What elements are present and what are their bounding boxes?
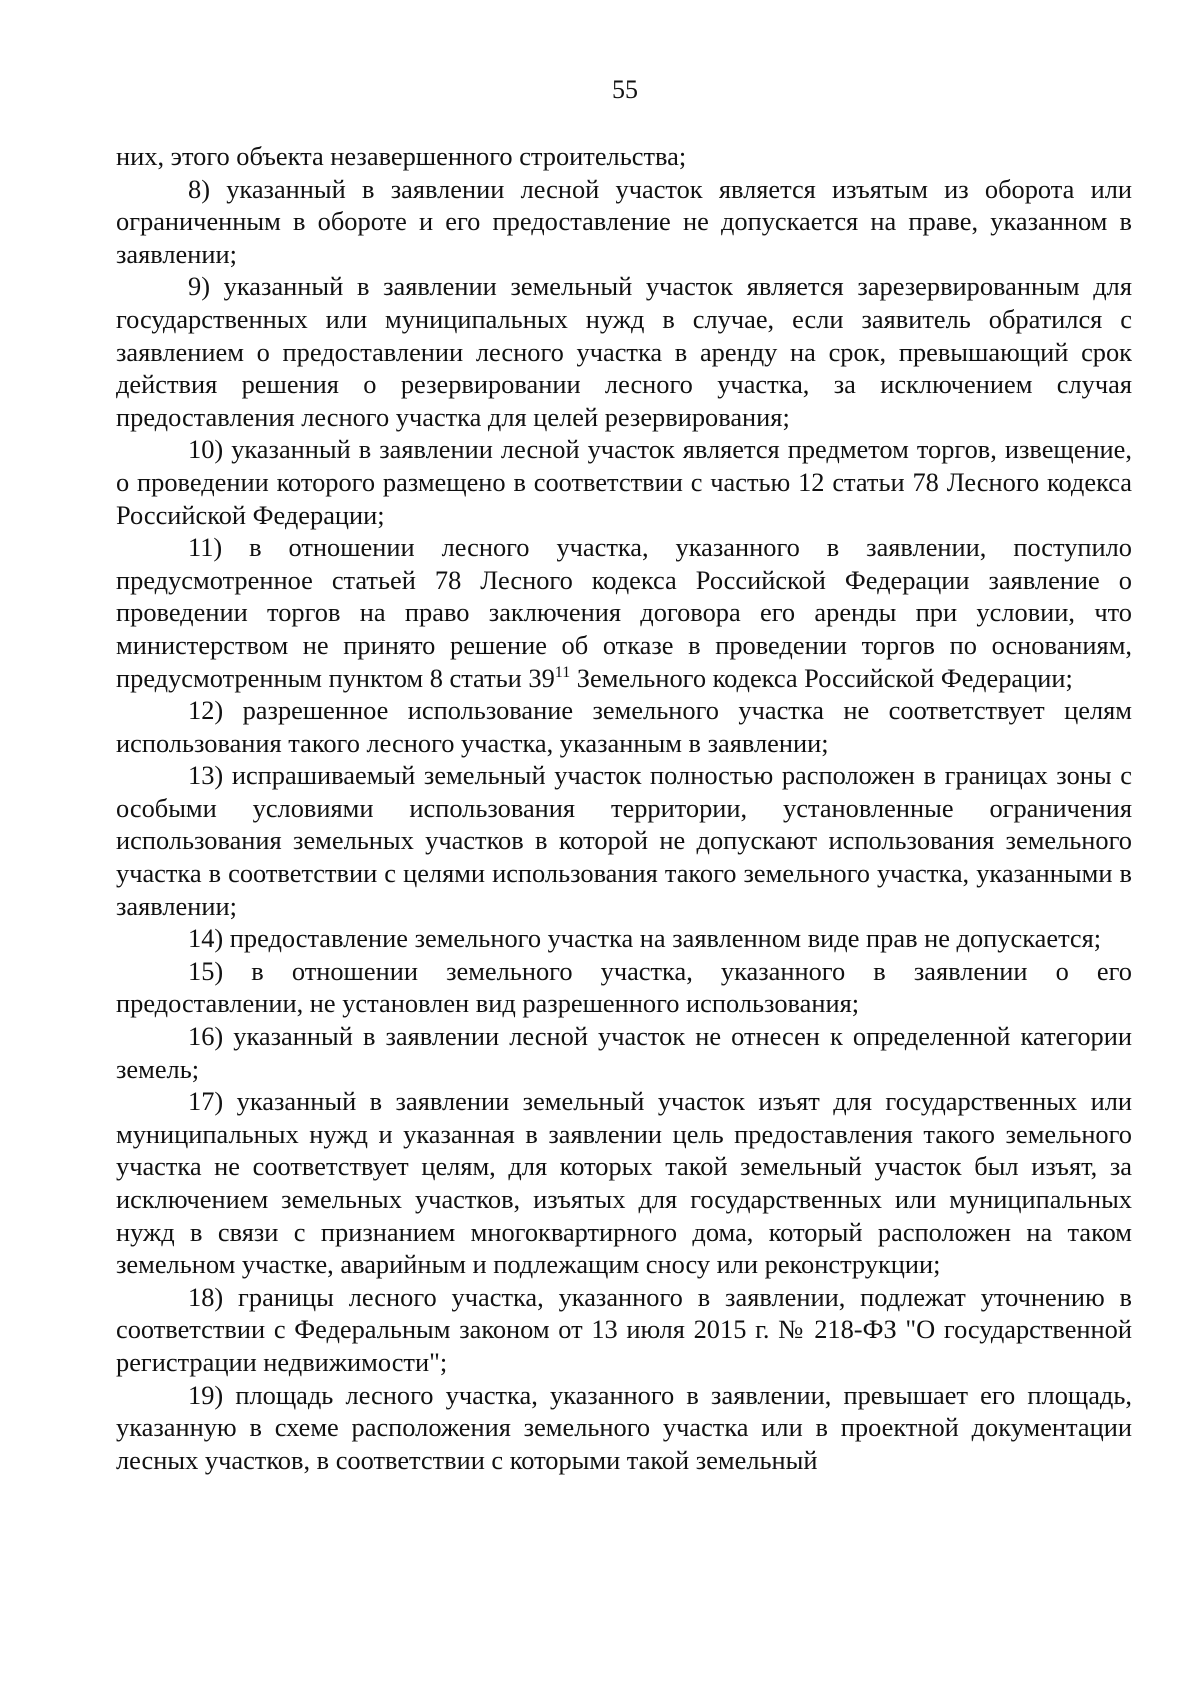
list-item-13: 13) испрашиваемый земельный участок полностью расположен в границах зоны с особыми условиями использования территории, установленные ограничения использования земельных участков в которой не допускают использования земельного участка в соответствии с целями использования такого земельного участка, указанными в заявлении;	[116, 760, 1132, 921]
list-item-9: 9) указанный в заявлении земельный участок является зарезервированным для государственных или муниципальных нужд в случае, если заявитель обратился с заявлением о предоставлении лесного участка в аренду на срок, превышающий срок действия решения о резервировании лесного участка, за исключением случая предоставления лесного участка для целей резервирования;	[116, 271, 1132, 432]
list-item-19: 19) площадь лесного участка, указанного в заявлении, превышает его площадь, указанную в схеме расположения земельного участка или в проектной документации лесных участков, в соответствии с которыми такой земельный	[116, 1379, 1132, 1475]
article-superscript: 11	[554, 663, 571, 681]
list-item-15: 15) в отношении земельного участка, указанного в заявлении о его предоставлении, не установлен вид разрешенного использования;	[116, 955, 1132, 1019]
list-item-11	[116, 531, 1132, 694]
paragraph-continuation: них, этого объекта незавершенного строительства;	[116, 141, 687, 171]
list-item-14: 14) предоставление земельного участка на заявленном виде прав не допускается;	[188, 923, 1102, 954]
list-item-11-text-after: Земельного кодекса Российской Федерации;	[570, 662, 1073, 693]
list-item-17: 17) указанный в заявлении земельный участок изъят для государственных или муниципальных нужд и указанная в заявлении цель предоставления такого земельного участка не соответствует целям, для которых такой земельный участок был изъят, за исключением земельных участков, изъятых для государственных или муниципальных нужд в связи с признанием многоквартирного дома, который расположен на таком земельном участке, аварийным и подлежащим сносу или реконструкции;	[116, 1086, 1132, 1280]
list-item-11-text-before: 11) в отношении лесного участка, указанного в заявлении, поступило предусмотренное статьей 78 Лесного кодекса Российской Федерации заявление о проведении торгов на право заключения договора его аренды при условии, что министерством не принято решение об отказе в проведении торгов по основаниям, предусмотренным пунктом 8 статьи 39	[116, 532, 1132, 693]
page-number: 55	[612, 75, 638, 104]
list-item-16: 16) указанный в заявлении лесной участок не отнесен к определенной категории земель;	[116, 1021, 1132, 1084]
list-item-12: 12) разрешенное использование земельного участка не соответствует целям использования такого лесного участка, указанным в заявлении;	[116, 695, 1132, 758]
list-item-8: 8) указанный в заявлении лесной участок является изъятым из оборота или ограниченным в обороте и его предоставление не допускается на праве, указанном в заявлении;	[116, 173, 1132, 269]
list-item-18: 18) границы лесного участка, указанного в заявлении, подлежат уточнению в соответствии с Федеральным законом от 13 июля 2015 г. № 218-ФЗ "О государственной регистрации недвижимости";	[116, 1281, 1132, 1377]
document-body	[116, 140, 1132, 1476]
list-item-10: 10) указанный в заявлении лесной участок является предметом торгов, извещение, о проведении которого размещено в соответствии с частью 12 статьи 78 Лесного кодекса Российской Федерации;	[116, 434, 1132, 530]
